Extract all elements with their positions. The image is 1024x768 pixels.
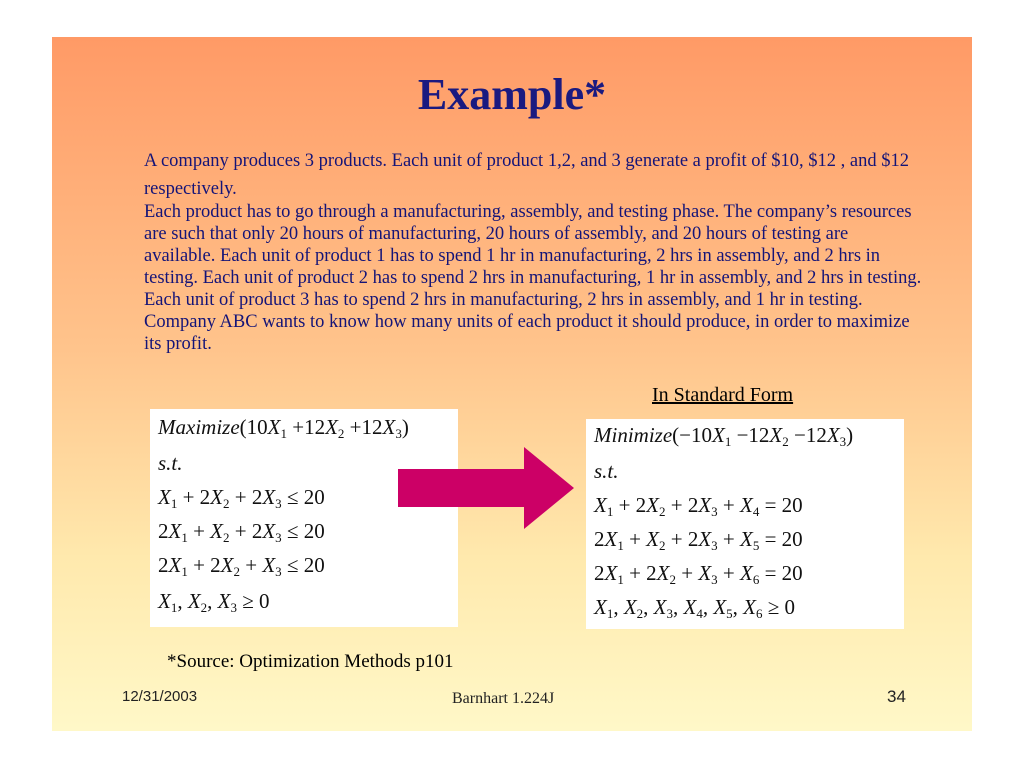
footer-author: Barnhart 1.224J [452,690,555,707]
source-citation: *Source: Optimization Methods p101 [167,651,454,672]
original-st: s.t. [158,451,183,475]
standard-form-model [586,419,904,629]
footer-date: 12/31/2003 [122,688,198,705]
slide [52,37,972,731]
standard-st: s.t. [594,459,619,483]
standard-objective: $Minimize(-10X_1 -12X_2 -12X_3)$ [594,423,854,449]
standard-form-label: In Standard Form [652,384,794,406]
problem-details-paragraph: Each product has to go through a manufacturing, assembly, and testing phase. The company’s resources are such that only 20 hours of manufacturing, 20 hours of assembly, and 20 hours of testing are available. Each unit of product 1 has to spend 1 hr in manufacturing, 2 hrs in assembly, and 2 hrs in testing. Each unit of product 2 has to spend 2 hrs in manufacturing, 1 hr in assembly, and 2 hrs in testing. Each unit of product 3 has to spend 2 hrs in manufacturing, 2 hrs in assembly, and 1 hr in testing. Company ABC wants to know how many units of each product it should produce, in order to maximize its profit. [144,202,922,354]
arrow-shape [398,447,574,529]
page-number: 34 [887,687,906,706]
original-constraint-1: $X_1 + 2X_2 + 2X_3 \le 20$ [158,485,325,511]
slide-title: Example* [417,70,607,119]
original-nonnegativity: $X_1$, $X_2$, $X_3 \ge 0$ [158,589,270,615]
original-objective: $Maximize(10X_1 +12X_2 +12X_3)$ [158,415,409,441]
standard-constraint-2: $2X_1 + X_2 + 2X_3 + X_5 = 20$ [594,527,803,553]
standard-constraint-1: $X_1 + 2X_2 + 2X_3 + X_4 = 20$ [594,493,803,519]
standard-nonnegativity: $X_1$, $X_2$, $X_3$, $X_4$, $X_5$, $X_6 \ge 0$ [594,595,795,621]
standard-constraint-3: $2X_1 + 2X_2 + X_3 + X_6 = 20$ [594,561,803,587]
problem-intro-paragraph: A company produces 3 products. Each unit of product 1,2, and 3 generate a profit of $10, $12 , and $12 respectively. [144,151,909,199]
original-constraint-3: $2X_1 + 2X_2 + X_3 \le 20$ [158,553,325,579]
original-constraint-2: $2X_1 + X_2 + 2X_3 \le 20$ [158,519,325,545]
right-arrow-icon [398,447,574,529]
